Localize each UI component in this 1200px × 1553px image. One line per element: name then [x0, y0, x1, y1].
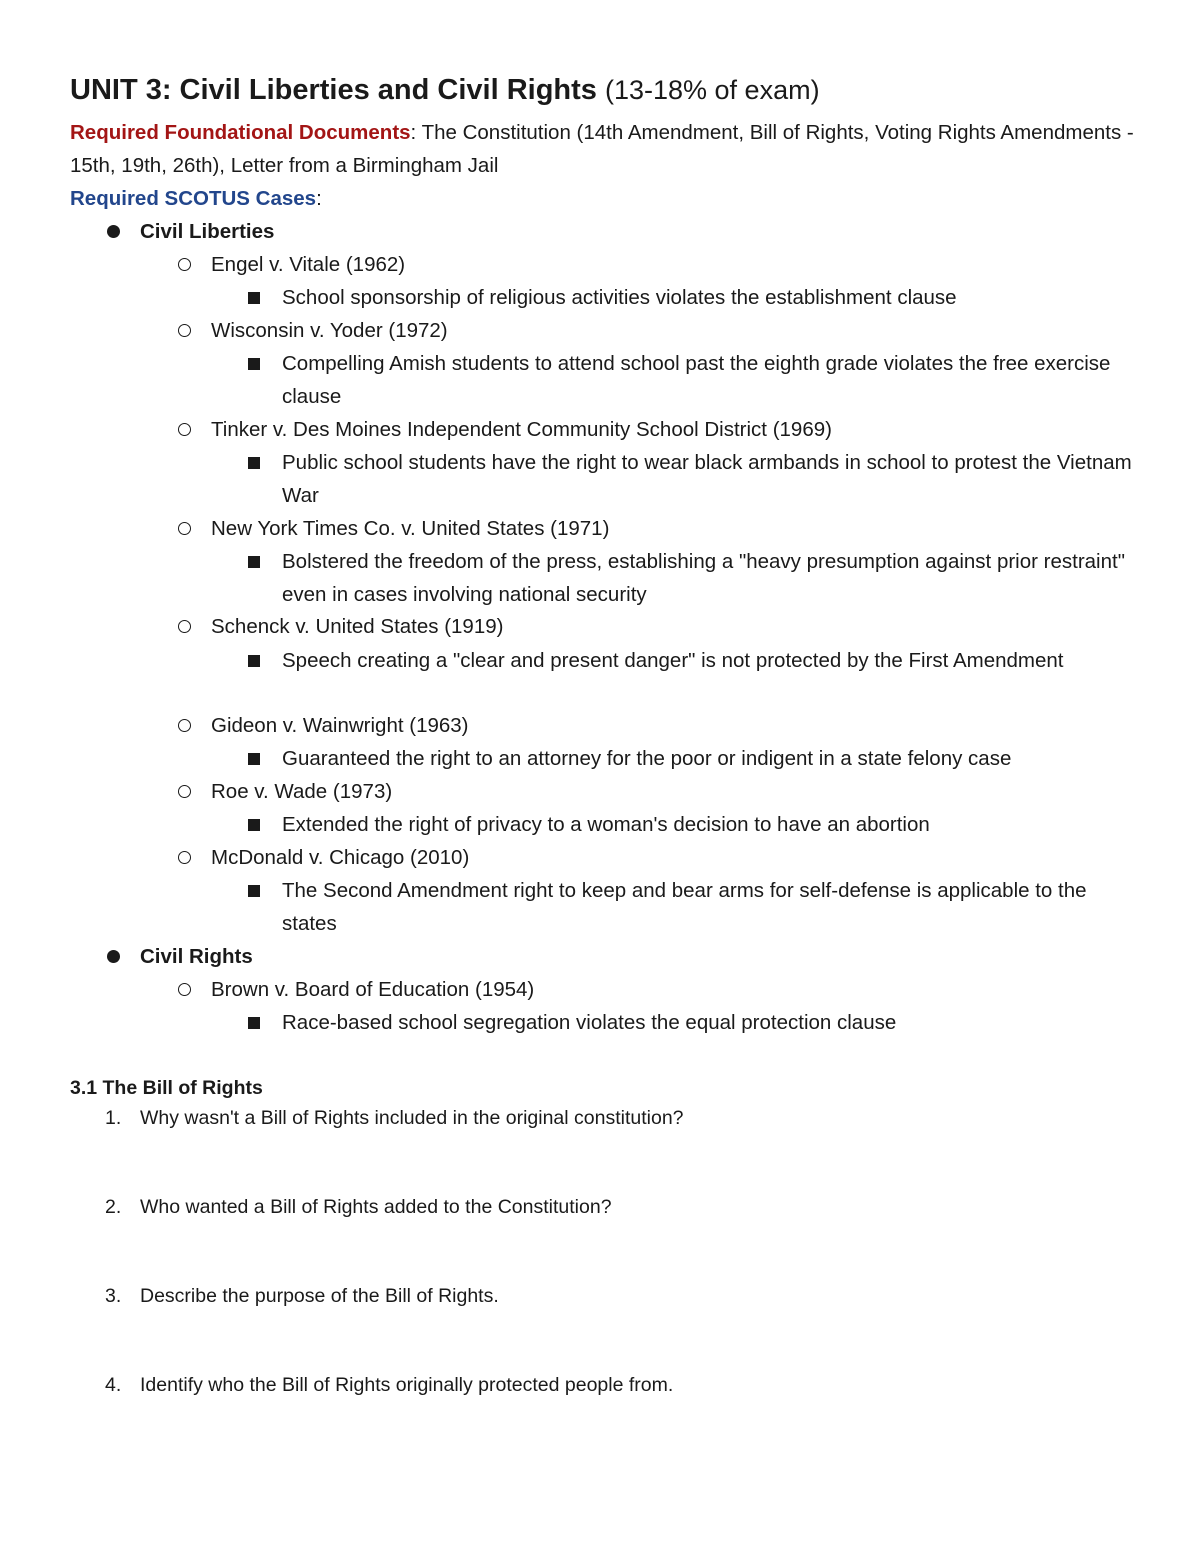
question-number: 1.	[105, 1107, 122, 1129]
hollow-circle-bullet-icon	[178, 620, 191, 633]
square-bullet-icon	[248, 819, 260, 831]
exam-weight-note: (13-18% of exam)	[604, 75, 820, 105]
question-item	[105, 1281, 499, 1311]
case-name: Roe v. Wade (1973)	[211, 780, 393, 803]
case-name: New York Times Co. v. United States (1971)	[211, 517, 610, 540]
foundational-documents-text: : The Constitution (14th Amendment, Bill of Rights, Voting Rights Amendments - 15th, 19th, 26th), Letter from a Birmingham Jail	[70, 121, 1134, 177]
hollow-circle-bullet-icon	[178, 423, 191, 436]
category-civil-liberties	[140, 215, 274, 248]
case-name: Brown v. Board of Education (1954)	[211, 978, 535, 1001]
holding-text: The Second Amendment right to keep and bear arms for self-defense is applicable to the states	[282, 879, 1087, 935]
case-name: Engel v. Vitale (1962)	[211, 253, 406, 276]
case-holding	[282, 347, 1142, 413]
case-holding	[282, 545, 1142, 611]
square-bullet-icon	[248, 1017, 260, 1029]
hollow-circle-bullet-icon	[178, 785, 191, 798]
page-title	[70, 72, 820, 108]
holding-text: Race-based school segregation violates the equal protection clause	[282, 1011, 897, 1034]
question-number: 2.	[105, 1196, 122, 1218]
case-name: McDonald v. Chicago (2010)	[211, 846, 470, 869]
holding-text: Speech creating a "clear and present danger" is not protected by the First Amendment	[282, 649, 1064, 672]
filled-circle-bullet-icon	[107, 950, 120, 963]
scotus-cases-heading	[70, 182, 322, 215]
hollow-circle-bullet-icon	[178, 258, 191, 271]
case-holding	[282, 446, 1142, 512]
filled-circle-bullet-icon	[107, 225, 120, 238]
holding-text: Extended the right of privacy to a woman's decision to have an abortion	[282, 813, 930, 836]
case-tinker-v-des-moines	[211, 413, 832, 446]
hollow-circle-bullet-icon	[178, 719, 191, 732]
case-name: Wisconsin v. Yoder (1972)	[211, 319, 448, 342]
case-wisconsin-v-yoder	[211, 314, 448, 347]
question-text: Describe the purpose of the Bill of Rights.	[140, 1285, 499, 1307]
square-bullet-icon	[248, 885, 260, 897]
case-name: Tinker v. Des Moines Independent Community School District (1969)	[211, 418, 832, 441]
case-holding	[282, 1006, 1142, 1039]
case-holding	[282, 742, 1142, 775]
question-item	[105, 1103, 684, 1133]
section-title: 3.1 The Bill of Rights	[70, 1077, 263, 1099]
square-bullet-icon	[248, 457, 260, 469]
hollow-circle-bullet-icon	[178, 324, 191, 337]
square-bullet-icon	[248, 655, 260, 667]
question-number: 3.	[105, 1285, 122, 1307]
category-label: Civil Liberties	[140, 220, 275, 243]
case-name: Gideon v. Wainwright (1963)	[211, 714, 469, 737]
scotus-cases-label: Required SCOTUS Cases	[70, 187, 317, 210]
case-holding	[282, 808, 1142, 841]
case-roe-v-wade	[211, 775, 392, 808]
holding-text: Compelling Amish students to attend school past the eighth grade violates the free exercise clause	[282, 352, 1111, 408]
case-holding	[282, 644, 1142, 677]
question-item	[105, 1192, 612, 1222]
question-text: Identify who the Bill of Rights originally protected people from.	[140, 1374, 674, 1396]
holding-text: Public school students have the right to wear black armbands in school to protest the Vietnam War	[282, 451, 1132, 507]
foundational-documents	[70, 116, 1140, 182]
category-label: Civil Rights	[140, 945, 253, 968]
hollow-circle-bullet-icon	[178, 851, 191, 864]
case-engel-v-vitale	[211, 248, 405, 281]
category-civil-rights	[140, 940, 253, 973]
question-text: Why wasn't a Bill of Rights included in the original constitution?	[140, 1107, 684, 1129]
holding-text: Bolstered the freedom of the press, establishing a "heavy presumption against prior restraint" even in cases involving national security	[282, 550, 1125, 606]
square-bullet-icon	[248, 292, 260, 304]
square-bullet-icon	[248, 556, 260, 568]
foundational-documents-label: Required Foundational Documents	[70, 121, 411, 144]
case-schenck-v-united-states	[211, 610, 503, 643]
case-nyt-v-united-states	[211, 512, 609, 545]
hollow-circle-bullet-icon	[178, 983, 191, 996]
question-number: 4.	[105, 1374, 122, 1396]
unit-title: UNIT 3: Civil Liberties and Civil Rights	[70, 74, 597, 106]
square-bullet-icon	[248, 358, 260, 370]
case-holding	[282, 281, 1142, 314]
scotus-cases-colon: :	[316, 187, 322, 210]
case-gideon-v-wainwright	[211, 709, 469, 742]
hollow-circle-bullet-icon	[178, 522, 191, 535]
case-name: Schenck v. United States (1919)	[211, 615, 504, 638]
case-brown-v-board	[211, 973, 534, 1006]
case-holding	[282, 874, 1142, 940]
holding-text: Guaranteed the right to an attorney for the poor or indigent in a state felony case	[282, 747, 1012, 770]
question-item	[105, 1370, 674, 1400]
question-text: Who wanted a Bill of Rights added to the Constitution?	[140, 1196, 612, 1218]
holding-text: School sponsorship of religious activities violates the establishment clause	[282, 286, 957, 309]
square-bullet-icon	[248, 753, 260, 765]
case-mcdonald-v-chicago	[211, 841, 469, 874]
